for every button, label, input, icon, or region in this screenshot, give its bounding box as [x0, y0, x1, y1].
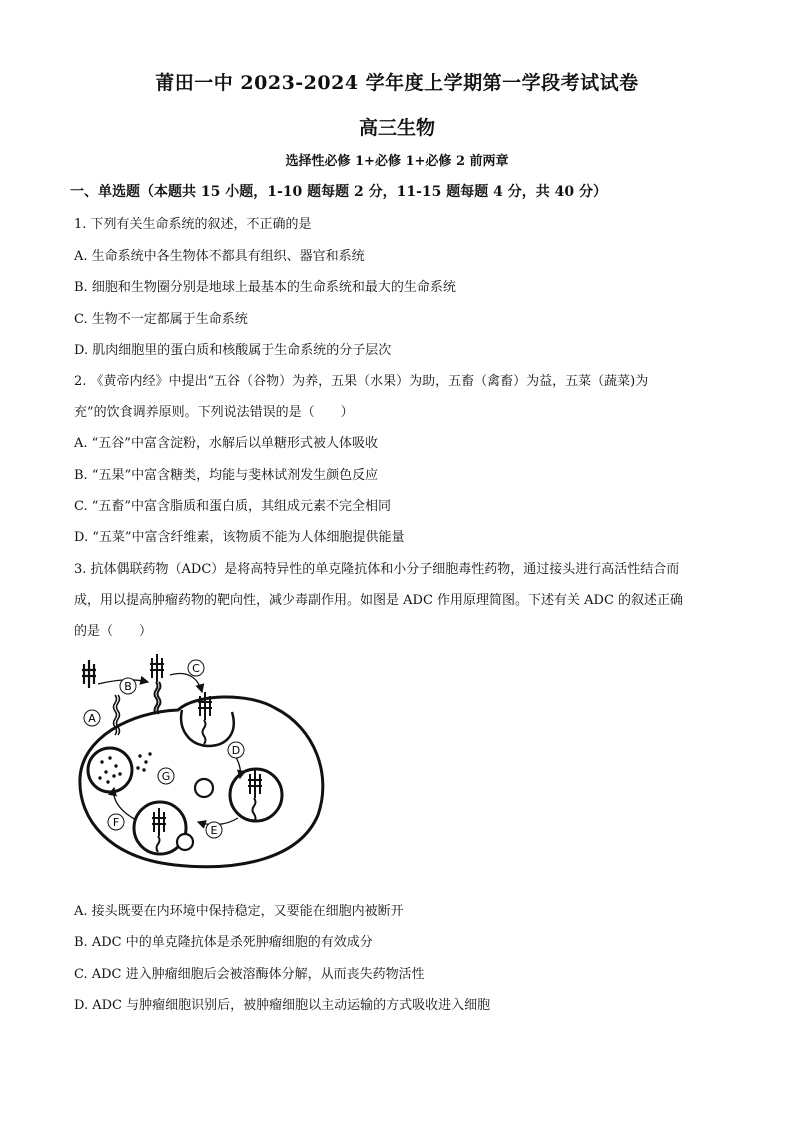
svg-text:E: E — [210, 824, 218, 837]
svg-text:A: A — [88, 712, 96, 725]
svg-text:C: C — [192, 662, 200, 675]
question-3-option-b: B. ADC 中的单克隆抗体是杀死肿瘤细胞的有效成分 — [74, 935, 373, 950]
label-g — [158, 768, 174, 784]
question-2-option-a: A. “五谷”中富含淀粉，水解后以单糖形式被人体吸收 — [74, 436, 378, 451]
label-d — [228, 742, 244, 758]
adc-mechanism-diagram — [70, 650, 330, 875]
svg-text:G: G — [161, 770, 171, 783]
question-2-option-d: D. “五菜”中富含纤维素，该物质不能为人体细胞提供能量 — [74, 530, 405, 545]
label-a — [84, 710, 100, 726]
label-c — [188, 660, 204, 676]
question-3-option-a: A. 接头既要在内环境中保持稳定，又要能在细胞内被断开 — [74, 904, 404, 919]
question-1-option-d: D. 肌肉细胞里的蛋白质和核酸属于生命系统的分子层次 — [74, 343, 392, 358]
exam-subtitle: 高三生物 — [358, 117, 435, 139]
lysosome — [195, 779, 213, 797]
exam-title: 莆田一中 2023-2024 学年度上学期第一学段考试试卷 — [155, 72, 639, 94]
section-heading: 一、单选题（本题共 15 小题，1-10 题每题 2 分，11-15 题每题 4 分，共 40 分） — [70, 184, 607, 200]
label-f — [108, 814, 124, 830]
endocytic-pocket — [181, 710, 234, 746]
label-e — [206, 822, 222, 838]
question-2-option-c: C. “五畜”中富含脂质和蛋白质，其组成元素不完全相同 — [74, 499, 392, 514]
question-3-option-d: D. ADC 与肿瘤细胞识别后，被肿瘤细胞以主动运输的方式吸收进入细胞 — [74, 998, 491, 1013]
question-2-stem-line-2: 充”的饮食调养原则。下列说法错误的是（ ） — [74, 405, 354, 420]
released-drug-dots — [98, 752, 151, 783]
question-1-option-c: C. 生物不一定都属于生命系统 — [74, 312, 248, 327]
question-3-stem-line-2: 成，用以提高肿瘤药物的靶向性，减少毒副作用。如图是 ADC 作用原理简图。下述有关 ADC 的叙述正确 — [74, 593, 684, 608]
question-3-option-c: C. ADC 进入肿瘤细胞后会被溶酶体分解，从而丧失药物活性 — [74, 967, 425, 982]
question-2-stem-line-1: 2. 《黄帝内经》中提出“五谷（谷物）为养，五果（水果）为助，五畜（禽畜）为益，五菜（蔬菜)为 — [74, 374, 649, 389]
question-1-stem: 1. 下列有关生命系统的叙述，不正确的是 — [74, 217, 312, 232]
question-3-stem-line-3: 的是（ ） — [74, 624, 153, 639]
question-2-option-b: B. “五果”中富含糖类，均能与斐林试剂发生颜色反应 — [74, 468, 379, 483]
svg-text:B: B — [124, 680, 132, 693]
svg-text:D: D — [231, 744, 241, 757]
question-1-option-b: B. 细胞和生物圈分别是地球上最基本的生命系统和最大的生命系统 — [74, 280, 456, 295]
adc-in-endolysosome — [152, 808, 166, 852]
exam-scope: 选择性必修 1+必修 1+必修 2 前两章 — [285, 154, 509, 169]
label-b — [120, 678, 136, 694]
svg-text:F: F — [112, 816, 120, 829]
adc-molecule-free — [82, 660, 96, 688]
drug-release-vesicle — [88, 748, 132, 792]
question-1-option-a: A. 生命系统中各生物体不都具有组织、器官和系统 — [74, 249, 365, 264]
adc-molecule-bound — [150, 654, 164, 714]
adc-in-endosome — [248, 770, 262, 822]
question-3-stem-line-1: 3. 抗体偶联药物（ADC）是将高特异性的单克隆抗体和小分子细胞毒性药物，通过接头进行高活性结合而 — [74, 562, 680, 577]
